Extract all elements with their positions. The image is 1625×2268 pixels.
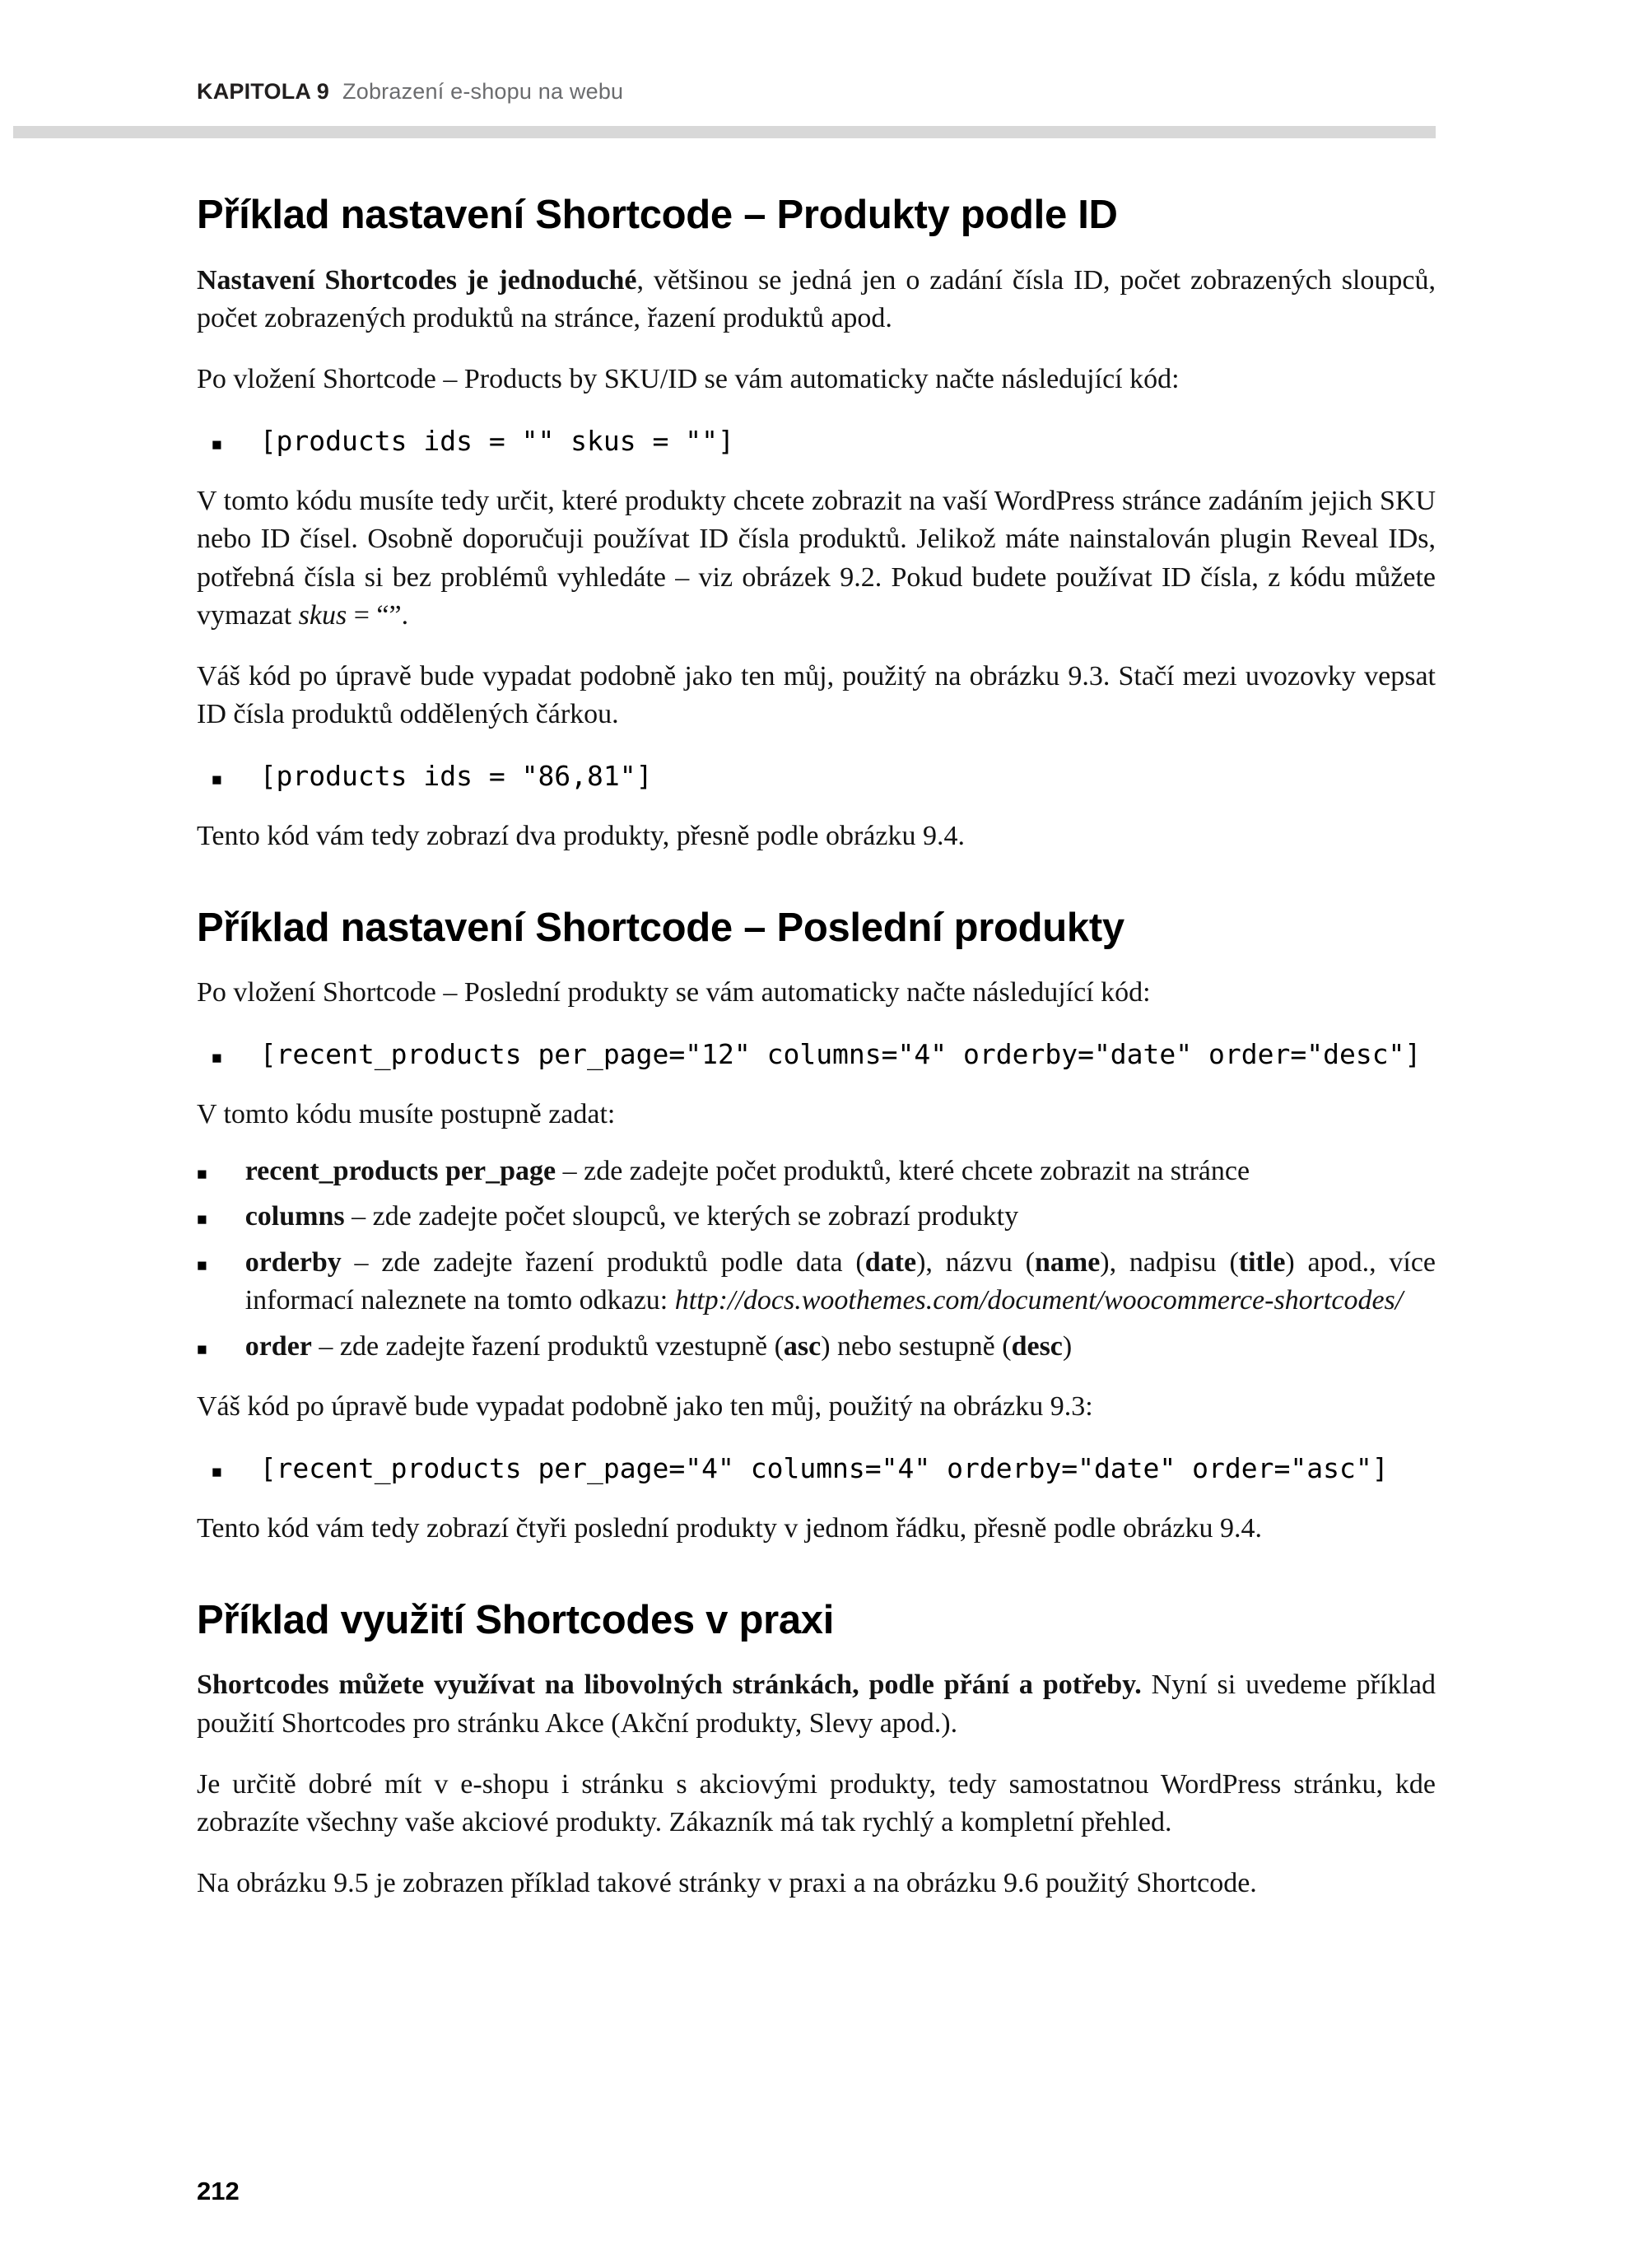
term-description: – zde zadejte řazení produktů vzestupně ( — [311, 1330, 784, 1362]
term-value-desc: desc — [1011, 1330, 1063, 1362]
code-text-recent-default: [recent_products per_page="12" columns="4" orderby="date" order="desc"] — [259, 1037, 1422, 1070]
bullet-square-icon: ■ — [212, 434, 222, 454]
term-description: ), nadpisu ( — [1100, 1246, 1239, 1278]
section-heading-products-by-id: Příklad nastavení Shortcode – Produkty podle ID — [197, 193, 1118, 237]
list-item-columns — [197, 1198, 1436, 1236]
bullet-square-icon: ■ — [212, 1047, 222, 1068]
list-item-orderby — [197, 1244, 1436, 1320]
term-description: ) — [1062, 1330, 1073, 1362]
bold-lead-text: Nastavení Shortcodes je jednoduché — [197, 264, 637, 296]
book-page — [0, 79, 1625, 2205]
bullet-square-icon: ■ — [197, 1163, 207, 1184]
term-value-date: date — [864, 1246, 917, 1278]
paragraph-edited-code-id: Váš kód po úpravě bude vypadat podobně jako ten můj, použitý na obrázku 9.3. Stačí mezi uvozovky vepsat ID čísla produktů oddělených čárkou. — [197, 660, 1436, 730]
list-item-per-page — [197, 1153, 1436, 1191]
section-heading-usage: Příklad využití Shortcodes v praxi — [197, 1597, 835, 1642]
term-value-title: title — [1238, 1246, 1286, 1278]
shortcode-params-list — [197, 1153, 1436, 1367]
code-text-recent-edited: [recent_products per_page="4" columns="4" orderby="date" order="asc"] — [259, 1452, 1389, 1484]
paragraph-insert-shortcode-id: Po vložení Shortcode – Products by SKU/ID se vám automaticky načte následující kód: — [197, 363, 1180, 394]
bullet-square-icon: ■ — [212, 1462, 222, 1482]
paragraph-sale-page: Je určitě dobré mít v e-shopu i stránku s akciovými produkty, tedy samostatnou WordPress stránku, kde zobrazíte všechny vaše akciové produkty. Zákazník má tak rychlý a kompletní přehled. — [197, 1768, 1436, 1838]
list-item-text — [245, 1328, 1073, 1367]
paragraph-text: , většinou se jedná jen o zadání čísla ID, počet zobrazených sloupců, počet zobrazených produktů na stránce, řazení produktů apod. — [197, 264, 1436, 334]
page-number: 212 — [197, 2177, 240, 2205]
bullet-square-icon: ■ — [197, 1209, 207, 1230]
list-item-text — [245, 1198, 1018, 1236]
bold-lead-text: Shortcodes můžete využívat na libovolných stránkách, podle přání a potřeby. — [197, 1670, 1142, 1701]
term-per-page: recent_products per_page — [244, 1155, 556, 1186]
term-value-asc: asc — [783, 1330, 822, 1362]
term-columns: columns — [244, 1201, 345, 1232]
chapter-title: Zobrazení e-shopu na webu — [342, 79, 624, 104]
term-description: ), názvu ( — [916, 1246, 1035, 1278]
list-item-order — [197, 1328, 1436, 1367]
term-description: – zde zadejte počet produktů, které chcete zobrazit na stránce — [556, 1155, 1250, 1186]
code-snippet-products-empty — [212, 425, 1436, 457]
term-description: – zde zadejte řazení produktů podle data ( — [341, 1246, 865, 1278]
list-item-text — [245, 1244, 1436, 1320]
paragraph-steps-recent: V tomto kódu musíte postupně zadat: — [197, 1098, 616, 1129]
header-rule — [13, 126, 1436, 138]
list-item-text — [245, 1153, 1250, 1191]
term-description: ) apod., více informací naleznete na tomto odkazu: — [244, 1246, 1436, 1316]
page-header — [197, 79, 1436, 105]
paragraph-result-id: Tento kód vám tedy zobrazí dva produkty, přesně podle obrázku 9.4. — [197, 821, 965, 851]
paragraph-text: V tomto kódu musíte tedy určit, které produkty chcete zobrazit na vaší WordPress stránce zadáním jejich SKU nebo ID čísel. Osobně doporučuji používat ID čísla produktů. Jelikož máte nainstalován plugin Reveal IDs, potřebná čísla si bez problémů vyhledáte – viz obrázek 9.2. Pokud budete používat ID čísla, z kódu můžete vymazat — [197, 485, 1436, 631]
paragraph-result-recent: Tento kód vám tedy zobrazí čtyři poslední produkty v jednom řádku, přesně podle obrázku 9.4. — [197, 1513, 1263, 1544]
paragraph-figure-reference: Na obrázku 9.5 je zobrazen příklad takové stránky v praxi a na obrázku 9.6 použitý Shortcode. — [197, 1867, 1257, 1898]
italic-term-skus: skus — [298, 600, 347, 631]
term-description: – zde zadejte počet sloupců, ve kterých se zobrazí produkty — [344, 1201, 1019, 1232]
paragraph-edited-code-recent: Váš kód po úpravě bude vypadat podobně jako ten můj, použitý na obrázku 9.3: — [197, 1391, 1093, 1423]
code-snippet-recent-default — [212, 1038, 1436, 1070]
chapter-label: KAPITOLA 9 — [197, 79, 330, 104]
paragraph-intro-id — [197, 262, 1436, 338]
paragraph-text: Nyní si uvedeme příklad použití Shortcodes pro stránku Akce (Akční produkty, Slevy apod.). — [197, 1670, 1436, 1739]
url-text: http://docs.woothemes.com/document/woocommerce-shortcodes/ — [674, 1285, 1404, 1316]
paragraph-text: = “”. — [347, 600, 409, 631]
paragraph-insert-shortcode-recent: Po vložení Shortcode – Poslední produkty se vám automaticky načte následující kód: — [197, 977, 1151, 1008]
term-description: ) nebo sestupně ( — [821, 1330, 1012, 1362]
paragraph-intro-usage — [197, 1666, 1436, 1743]
term-value-name: name — [1034, 1246, 1101, 1278]
code-text-products-ids: [products ids = "86,81"] — [259, 760, 653, 792]
page-footer — [197, 2177, 240, 2206]
bullet-square-icon: ■ — [197, 1339, 207, 1359]
code-snippet-products-ids — [212, 760, 1436, 792]
section-heading-recent-products: Příklad nastavení Shortcode – Poslední produkty — [197, 905, 1124, 950]
bullet-square-icon: ■ — [197, 1255, 207, 1275]
code-text-products-empty: [products ids = "" skus = ""] — [259, 424, 734, 457]
code-snippet-recent-edited — [212, 1452, 1436, 1484]
bullet-square-icon: ■ — [212, 770, 222, 789]
paragraph-explain-id — [197, 482, 1436, 636]
page-content — [197, 191, 1436, 1902]
term-orderby: orderby — [244, 1246, 342, 1278]
term-order: order — [244, 1330, 312, 1362]
